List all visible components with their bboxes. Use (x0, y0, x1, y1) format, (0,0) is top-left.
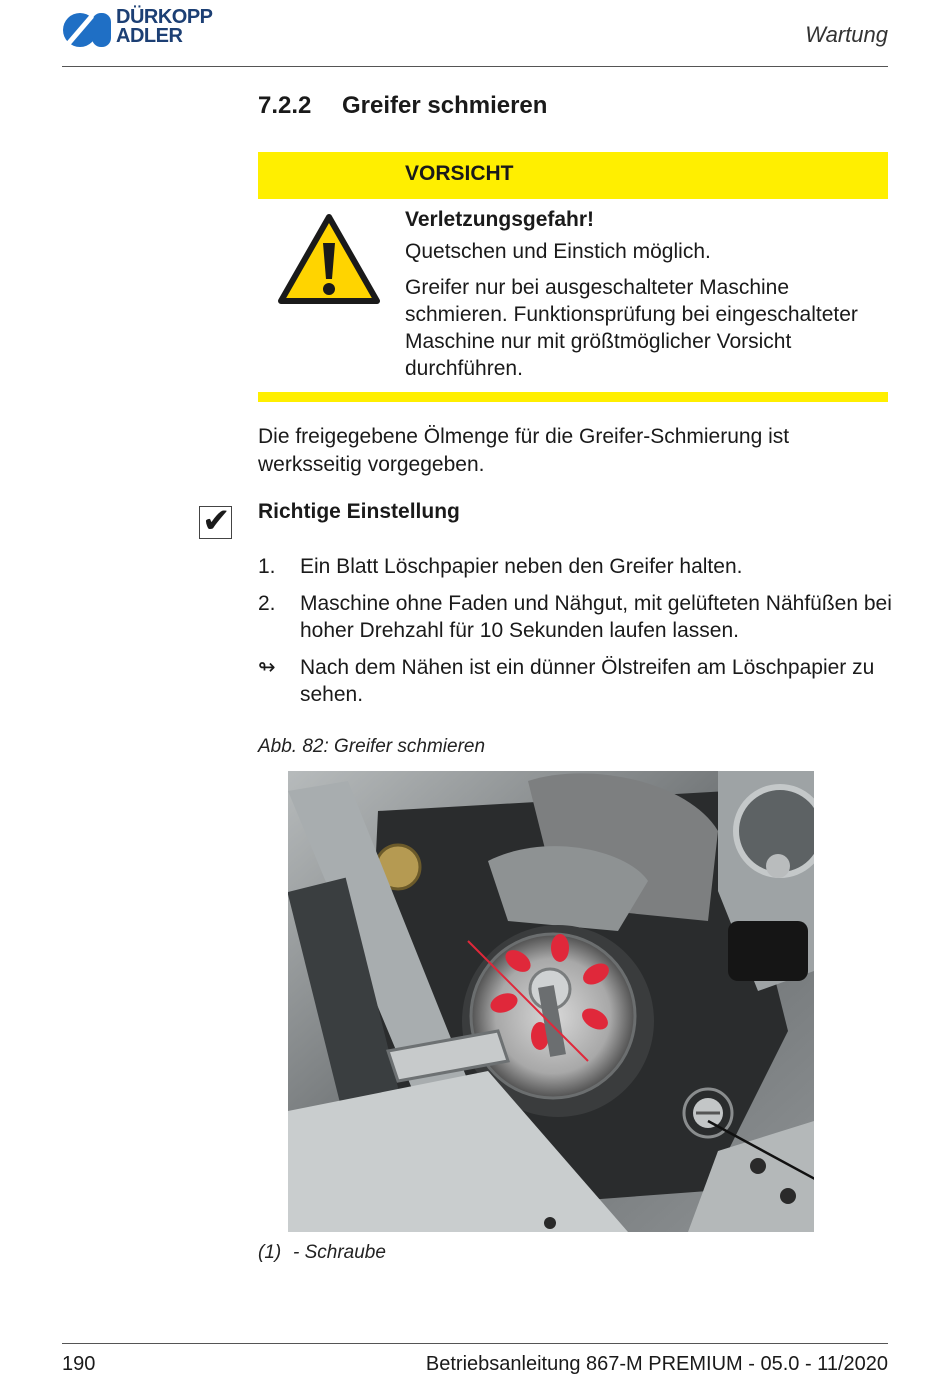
step-text: Nach dem Nähen ist ein dünner Ölstreifen am Löschpapier zu sehen. (300, 656, 875, 706)
warning-text-2: Greifer nur bei ausgeschalteter Maschine schmieren. Funktionsprüfung bei eingeschalteter Maschine nur mit größtmöglicher Vorsicht durchführen. (405, 276, 858, 380)
step-marker: 1. (258, 555, 276, 578)
warning-triangle-icon (277, 213, 381, 307)
setting-heading: Richtige Einstellung (258, 500, 460, 523)
warning-text-1: Quetschen und Einstich möglich. (405, 240, 711, 263)
logo-line-1: DÜRKOPP (116, 6, 213, 28)
legend-text: - Schraube (293, 1242, 386, 1263)
warning-bottom-bar (258, 392, 888, 402)
footer-title: Betriebsanleitung 867-M PREMIUM - 05.0 - 11/2020 (425, 1353, 888, 1375)
section-heading (258, 92, 547, 120)
intro-paragraph: Die freigegebene Ölmenge für die Greifer-Schmierung ist werksseitig vorgegeben. (258, 425, 790, 476)
warning-label: VORSICHT (405, 162, 514, 185)
logo-line-2: ADLER (116, 25, 183, 47)
page-number: 190 (62, 1353, 96, 1375)
chapter-title: Wartung (805, 22, 888, 47)
legend-key: (1) (258, 1242, 282, 1263)
warning-title: Verletzungsgefahr! (405, 208, 595, 231)
brand-logo (62, 8, 232, 50)
step-text: Maschine ohne Faden und Nähgut, mit gelüfteten Nähfüßen bei hoher Drehzahl für 10 Sekunden laufen lassen. (300, 592, 892, 642)
footer-divider (62, 1343, 888, 1344)
instruction-list (258, 553, 898, 718)
warning-header-bar (258, 152, 888, 199)
step-marker: 2. (258, 592, 276, 615)
checkmark-box-icon: ✔ (199, 506, 232, 539)
step-1 (258, 553, 898, 580)
figure-legend (258, 1242, 386, 1264)
duerkopp-adler-logo-icon (62, 12, 112, 48)
warning-body (405, 206, 895, 391)
hook-lubrication-photo: 1 (288, 771, 814, 1232)
photo-illustration (288, 771, 814, 1232)
figure-caption: Abb. 82: Greifer schmieren (258, 736, 486, 757)
result-step (258, 654, 898, 708)
step-text: Ein Blatt Löschpapier neben den Greifer halten. (300, 555, 743, 578)
section-number: 7.2.2 (258, 92, 312, 119)
step-2 (258, 590, 898, 644)
header-divider (62, 66, 888, 67)
result-arrow-icon: ↬ (258, 656, 276, 679)
section-title: Greifer schmieren (342, 92, 548, 119)
